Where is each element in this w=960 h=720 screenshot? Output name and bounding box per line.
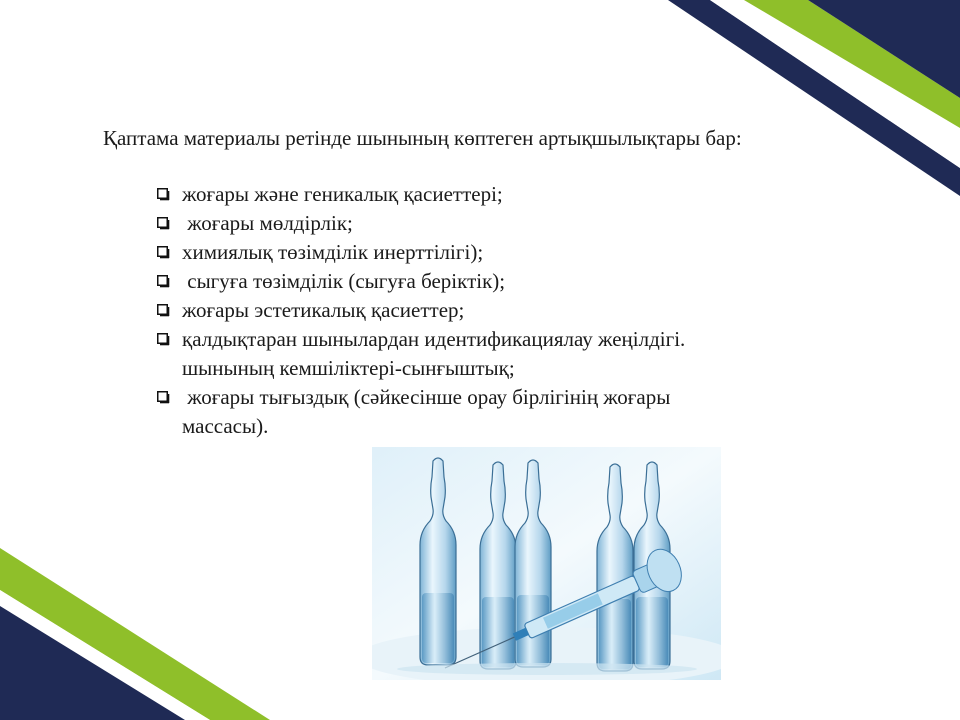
advantages-list [157,180,797,441]
list-item [157,267,797,296]
slide-heading: Қаптама материалы ретінде шынының көптеген артықшылықтары бар: [103,126,742,150]
checkbox-icon [157,391,168,402]
list-item [157,209,797,238]
checkbox-icon [157,217,168,228]
bullet-text: жоғары тығыздық (сәйкесінше орау бірлігінің жоғары массасы). [182,385,671,438]
checkbox-icon [157,275,168,286]
checkbox-icon [157,188,168,199]
list-item [157,383,797,441]
bullet-text: сыгуға төзімділік (сыгуға беріктік); [182,269,506,293]
list-item [157,238,797,267]
list-item [157,180,797,209]
bullet-text: жоғары эстетикалық қасиеттер; [182,298,465,322]
bullet-text: жоғары және геникалық қасиеттері; [182,182,503,206]
list-item [157,325,797,383]
ampoules-syringe-photo [372,447,721,680]
checkbox-icon [157,304,168,315]
bullet-text: жоғары мөлдірлік; [182,211,353,235]
checkbox-icon [157,246,168,257]
checkbox-icon [157,333,168,344]
list-item [157,296,797,325]
bullet-text: химиялық төзімділік инерттілігі); [182,240,484,264]
bullet-text: қалдықтаран шынылардан идентификациялау жеңілдігі. шынының кемшіліктері-сынғыштық; [182,327,686,380]
